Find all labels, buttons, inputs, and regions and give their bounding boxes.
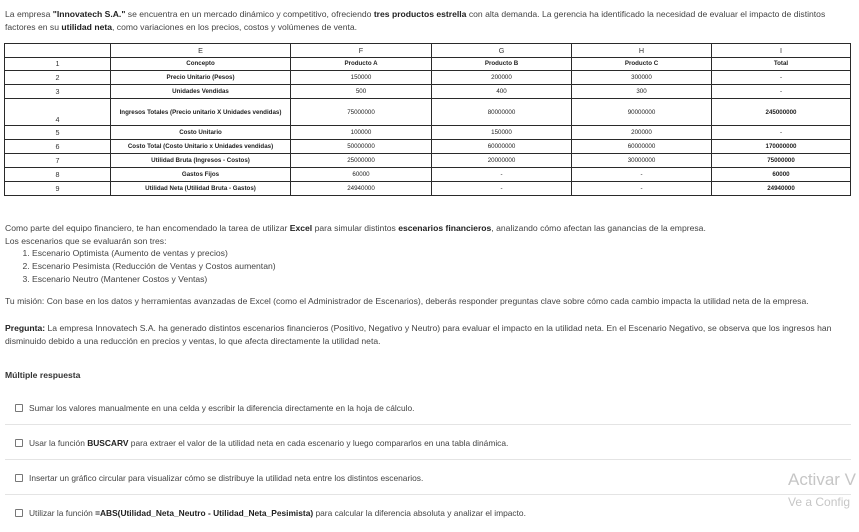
- cell-product-b: 150000: [432, 126, 572, 140]
- row-label: Utilidad Bruta (Ingresos - Costos): [111, 153, 291, 167]
- option-text-bold: BUSCARV: [87, 438, 129, 448]
- question-paragraph: [5, 322, 855, 347]
- cell-product-a: 500: [291, 85, 432, 99]
- answer-option-4[interactable]: [5, 496, 851, 530]
- cell-product-a: Producto A: [291, 57, 432, 71]
- cell-product-a: 75000000: [291, 99, 432, 126]
- intro-company: "Innovatech S.A.": [52, 9, 126, 19]
- cell-product-b: Producto B: [432, 57, 572, 71]
- row-number: 8: [5, 167, 111, 181]
- table-row: [5, 153, 851, 167]
- option-text-part: para calcular la diferencia absoluta y analizar el impacto.: [313, 508, 526, 518]
- row-number: 1: [5, 57, 111, 71]
- cell-product-b: 80000000: [432, 99, 572, 126]
- cell-product-a: 50000000: [291, 140, 432, 154]
- intro-text: La empresa: [5, 9, 53, 19]
- answer-option-3[interactable]: [5, 461, 851, 495]
- row-label: Costo Unitario: [111, 126, 291, 140]
- option-text-part: Utilizar la función: [29, 508, 96, 518]
- task-paragraph: [5, 222, 855, 286]
- cell-product-b: 400: [432, 85, 572, 99]
- checkbox[interactable]: [15, 474, 23, 482]
- scenario-list: [5, 247, 855, 285]
- row-number: 4: [5, 99, 111, 126]
- option-text: Sumar los valores manualmente en una celda y escribir la diferencia directamente en la hoja de cálculo.: [29, 403, 415, 413]
- activation-watermark-title: Activar V: [788, 470, 857, 489]
- row-label: Unidades Vendidas: [111, 85, 291, 99]
- checkbox[interactable]: [15, 404, 23, 412]
- row-label: Precio Unitario (Pesos): [111, 71, 291, 85]
- question-text: La empresa Innovatech S.A. ha generado distintos escenarios financieros (Positivo, Negativo y Neutro) para evaluar el impacto en la utilidad neta. En el Escenario Negativo, se observa que los ingresos han disminuido debido a una reducción en precios y ventas, lo que afecta directamente la utilidad neta.: [5, 323, 832, 346]
- row-label: Gastos Fijos: [111, 167, 291, 181]
- intro-text: se encuentra en un mercado dinámico y competitivo, ofreciendo: [125, 9, 374, 19]
- cell-product-b: -: [432, 181, 572, 195]
- corner-cell: [5, 44, 111, 58]
- cell-product-a: 24940000: [291, 181, 432, 195]
- table-row: [5, 85, 851, 99]
- table-row: [5, 181, 851, 195]
- task-line-2: Los escenarios que se evaluarán son tres:: [5, 235, 167, 246]
- task-excel: Excel: [289, 223, 313, 233]
- table-row: [5, 126, 851, 140]
- scenario-item: 3. Escenario Neutro (Mantener Costos y Ventas): [32, 273, 855, 286]
- checkbox[interactable]: [15, 509, 23, 517]
- cell-product-b: 20000000: [432, 153, 572, 167]
- task-scenarios-bold: escenarios financieros: [398, 223, 492, 233]
- task-text: Como parte del equipo financiero, te han encomendado la tarea de utilizar: [5, 223, 290, 233]
- cell-product-a: 25000000: [291, 153, 432, 167]
- answer-option-2[interactable]: [5, 426, 851, 460]
- cell-product-c: 200000: [572, 126, 712, 140]
- cell-total: 245000000: [712, 99, 851, 126]
- table-row: [5, 71, 851, 85]
- checkbox[interactable]: [15, 439, 23, 447]
- task-text: , analizando cómo afectan las ganancias de la empresa.: [491, 223, 706, 233]
- cell-product-c: 30000000: [572, 153, 712, 167]
- column-letter: H: [572, 44, 712, 58]
- option-text-part: Usar la función: [29, 438, 88, 448]
- intro-text: , como variaciones en los precios, costos y volúmenes de venta.: [112, 21, 358, 32]
- row-number: 2: [5, 71, 111, 85]
- intro-net: utilidad neta: [61, 21, 112, 32]
- intro-text: con alta demanda. La gerencia ha identificado la necesidad de evaluar el impacto de distintos factores en su: [5, 9, 826, 32]
- row-label: Ingresos Totales (Precio unitario X Unidades vendidas): [111, 99, 291, 126]
- column-letter: G: [432, 44, 572, 58]
- cell-product-a: 150000: [291, 71, 432, 85]
- cell-total: 60000: [712, 167, 851, 181]
- table-row: [5, 57, 851, 71]
- row-number: 9: [5, 181, 111, 195]
- table-row: [5, 99, 851, 126]
- cell-total: 24940000: [712, 181, 851, 195]
- row-number: 6: [5, 140, 111, 154]
- task-text: para simular distintos: [312, 223, 399, 233]
- scenario-item: 1. Escenario Optimista (Aumento de ventas y precios): [32, 247, 855, 260]
- column-letter: E: [111, 44, 291, 58]
- table-row: [5, 167, 851, 181]
- cell-total: 75000000: [712, 153, 851, 167]
- intro-paragraph: [5, 8, 855, 33]
- cell-product-c: 60000000: [572, 140, 712, 154]
- intro-products: tres productos estrella: [373, 9, 467, 19]
- cell-product-b: -: [432, 167, 572, 181]
- cell-total: -: [712, 71, 851, 85]
- cell-total: -: [712, 85, 851, 99]
- cell-product-b: 200000: [432, 71, 572, 85]
- row-label: Utilidad Neta (Utilidad Bruta - Gastos): [111, 181, 291, 195]
- cell-product-c: 300000: [572, 71, 712, 85]
- cell-product-a: 60000: [291, 167, 432, 181]
- row-number: 7: [5, 153, 111, 167]
- row-label: Concepto: [111, 57, 291, 71]
- option-text: [29, 438, 508, 448]
- cell-product-a: 100000: [291, 126, 432, 140]
- multiple-answer-label: Múltiple respuesta: [5, 370, 81, 380]
- column-letter: I: [712, 44, 851, 58]
- activation-watermark-subtitle: Ve a Config: [788, 495, 851, 509]
- question-label: Pregunta:: [5, 323, 46, 333]
- spreadsheet-table: [4, 43, 851, 196]
- option-text-bold: =ABS(Utilidad_Neta_Neutro - Utilidad_Neta_Pesimista): [95, 508, 314, 518]
- cell-product-c: -: [572, 167, 712, 181]
- column-letter: F: [291, 44, 432, 58]
- answer-option-1[interactable]: [5, 391, 851, 425]
- cell-product-c: 300: [572, 85, 712, 99]
- row-number: 3: [5, 85, 111, 99]
- option-text: Insertar un gráfico circular para visualizar cómo se distribuye la utilidad neta entre los distintos escenarios.: [29, 473, 424, 483]
- mission-paragraph: Tu misión: Con base en los datos y herramientas avanzadas de Excel (como el Administrador de Escenarios), deberás responder preguntas clave sobre cómo cada cambio impacta la utilidad neta de la empresa.: [5, 296, 809, 306]
- cell-total: 170000000: [712, 140, 851, 154]
- cell-product-c: Producto C: [572, 57, 712, 71]
- cell-product-c: -: [572, 181, 712, 195]
- column-letter-row: [5, 44, 851, 58]
- table-row: [5, 140, 851, 154]
- row-number: 5: [5, 126, 111, 140]
- cell-product-b: 60000000: [432, 140, 572, 154]
- cell-product-c: 90000000: [572, 99, 712, 126]
- cell-total: -: [712, 126, 851, 140]
- cell-total: Total: [712, 57, 851, 71]
- scenario-item: 2. Escenario Pesimista (Reducción de Ventas y Costos aumentan): [32, 260, 855, 273]
- task-line: [5, 222, 855, 235]
- row-label: Costo Total (Costo Unitario x Unidades vendidas): [111, 140, 291, 154]
- option-text: [29, 508, 526, 518]
- option-text-part: para extraer el valor de la utilidad neta en cada escenario y luego compararlos en una tabla dinámica.: [128, 438, 509, 448]
